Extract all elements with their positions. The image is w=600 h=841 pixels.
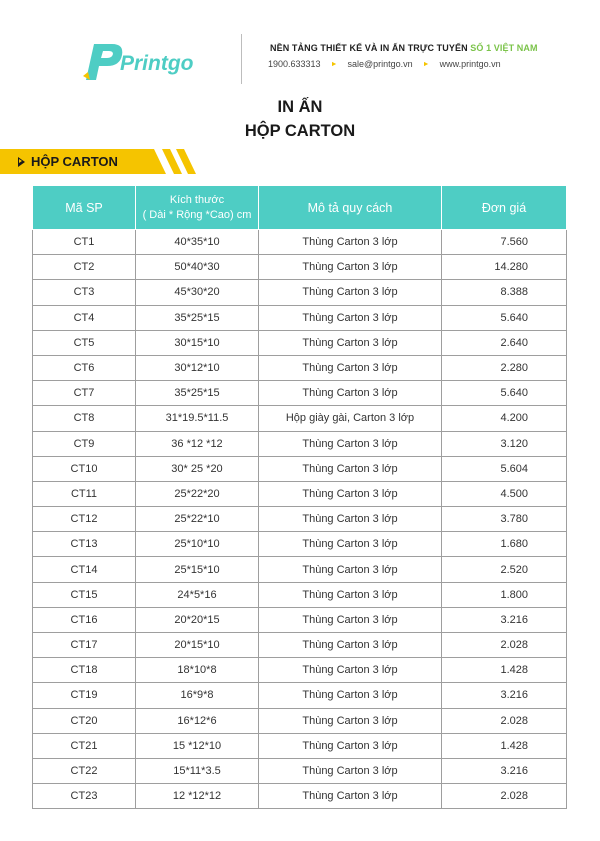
table-row: [33, 456, 567, 481]
cell-description: Thùng Carton 3 lớp: [259, 683, 442, 708]
table-row: [33, 406, 567, 431]
cell-code: CT4: [33, 305, 136, 330]
cell-description: Thùng Carton 3 lớp: [259, 733, 442, 758]
cell-size: 20*15*10: [136, 633, 259, 658]
cell-price: 3.780: [442, 507, 567, 532]
bullet-icon: ►: [422, 60, 430, 68]
cell-code: CT8: [33, 406, 136, 431]
cell-price: 3.120: [442, 431, 567, 456]
cell-size: 45*30*20: [136, 280, 259, 305]
cell-code: CT5: [33, 330, 136, 355]
cell-size: 36 *12 *12: [136, 431, 259, 456]
cell-description: Thùng Carton 3 lớp: [259, 758, 442, 783]
page-title-line1: IN ẤN: [277, 98, 323, 116]
cell-description: Thùng Carton 3 lớp: [259, 507, 442, 532]
cell-size: 30*15*10: [136, 330, 259, 355]
cell-size: 35*25*15: [136, 305, 259, 330]
cell-price: 8.388: [442, 280, 567, 305]
cell-size: 15*11*3.5: [136, 758, 259, 783]
page-title-line2: HỘP CARTON: [244, 122, 356, 140]
cell-description: Thùng Carton 3 lớp: [259, 381, 442, 406]
cell-code: CT3: [33, 280, 136, 305]
table-row: [33, 633, 567, 658]
cell-description: Thùng Carton 3 lớp: [259, 481, 442, 506]
table-row: [33, 557, 567, 582]
table-row: [33, 532, 567, 557]
header-description: Mô tả quy cách: [259, 186, 442, 230]
cell-description: Thùng Carton 3 lớp: [259, 431, 442, 456]
cell-description: Thùng Carton 3 lớp: [259, 280, 442, 305]
cell-description: Thùng Carton 3 lớp: [259, 633, 442, 658]
cell-price: 3.216: [442, 758, 567, 783]
phone-number: 1900.633313: [268, 59, 321, 69]
cell-price: 5.604: [442, 456, 567, 481]
cell-price: 2.028: [442, 784, 567, 809]
cell-code: CT18: [33, 658, 136, 683]
header-code: Mã SP: [33, 186, 136, 230]
cell-description: Thùng Carton 3 lớp: [259, 532, 442, 557]
cell-price: 3.216: [442, 683, 567, 708]
table-row: [33, 330, 567, 355]
email-address: sale@printgo.vn: [347, 59, 413, 69]
cell-description: Thùng Carton 3 lớp: [259, 607, 442, 632]
cell-price: 1.428: [442, 658, 567, 683]
table-row: [33, 758, 567, 783]
cell-description: Thùng Carton 3 lớp: [259, 355, 442, 380]
cell-code: CT9: [33, 431, 136, 456]
cell-size: 50*40*30: [136, 255, 259, 280]
cell-code: CT14: [33, 557, 136, 582]
cell-code: CT20: [33, 708, 136, 733]
cell-description: Thùng Carton 3 lớp: [259, 456, 442, 481]
printgo-logo: [80, 36, 220, 84]
cell-description: Thùng Carton 3 lớp: [259, 557, 442, 582]
cell-price: 3.216: [442, 607, 567, 632]
header-size-line1: Kích thước: [169, 193, 225, 206]
table-header-row: [33, 186, 567, 230]
cell-size: 30* 25 *20: [136, 456, 259, 481]
cell-size: 24*5*16: [136, 582, 259, 607]
cell-code: CT10: [33, 456, 136, 481]
table-row: [33, 280, 567, 305]
cell-code: CT23: [33, 784, 136, 809]
cell-price: 2.280: [442, 355, 567, 380]
cell-price: 2.028: [442, 633, 567, 658]
cell-code: CT22: [33, 758, 136, 783]
section-label-text: HỘP CARTON: [31, 154, 118, 169]
cell-price: 2.520: [442, 557, 567, 582]
bullet-icon: ►: [330, 60, 338, 68]
tagline: [270, 43, 538, 53]
cell-size: 12 *12*12: [136, 784, 259, 809]
price-table: [32, 185, 567, 809]
header-size: [136, 186, 259, 230]
table-row: [33, 708, 567, 733]
cell-price: 7.560: [442, 230, 567, 255]
table-row: [33, 607, 567, 632]
cell-description: Thùng Carton 3 lớp: [259, 255, 442, 280]
cell-code: CT17: [33, 633, 136, 658]
tagline-main: NỀN TẢNG THIẾT KẾ VÀ IN ẤN TRỰC TUYẾN: [270, 43, 468, 53]
cell-size: 20*20*15: [136, 607, 259, 632]
cell-code: CT2: [33, 255, 136, 280]
cell-size: 25*15*10: [136, 557, 259, 582]
section-label: [18, 154, 118, 169]
table-row: [33, 381, 567, 406]
header-size-line2: ( Dài * Rộng *Cao) cm: [142, 208, 252, 221]
cell-size: 40*35*10: [136, 230, 259, 255]
cell-size: 25*22*20: [136, 481, 259, 506]
cell-code: CT16: [33, 607, 136, 632]
cell-price: 4.500: [442, 481, 567, 506]
cell-size: 18*10*8: [136, 658, 259, 683]
cell-description: Thùng Carton 3 lớp: [259, 230, 442, 255]
cell-size: 35*25*15: [136, 381, 259, 406]
cell-code: CT12: [33, 507, 136, 532]
cell-price: 2.640: [442, 330, 567, 355]
cell-size: 30*12*10: [136, 355, 259, 380]
cell-description: Thùng Carton 3 lớp: [259, 330, 442, 355]
table-row: [33, 255, 567, 280]
cell-code: CT7: [33, 381, 136, 406]
cell-size: 16*12*6: [136, 708, 259, 733]
cell-price: 1.428: [442, 733, 567, 758]
cell-size: 31*19.5*11.5: [136, 406, 259, 431]
table-row: [33, 355, 567, 380]
cell-code: CT11: [33, 481, 136, 506]
table-row: [33, 507, 567, 532]
cell-size: 16*9*8: [136, 683, 259, 708]
cell-code: CT19: [33, 683, 136, 708]
table-row: [33, 431, 567, 456]
cell-description: Hộp giày gài, Carton 3 lớp: [259, 406, 442, 431]
table-row: [33, 230, 567, 255]
table-row: [33, 784, 567, 809]
header-divider: [241, 34, 242, 84]
cell-code: CT6: [33, 355, 136, 380]
cell-price: 1.680: [442, 532, 567, 557]
table-row: [33, 582, 567, 607]
brand-name: Printgo: [120, 52, 194, 75]
table-body: [33, 230, 567, 809]
cell-description: Thùng Carton 3 lớp: [259, 784, 442, 809]
table-row: [33, 733, 567, 758]
table-row: [33, 658, 567, 683]
cell-price: 1.800: [442, 582, 567, 607]
cell-code: CT13: [33, 532, 136, 557]
table-row: [33, 305, 567, 330]
website-address: www.printgo.vn: [439, 59, 501, 69]
table-row: [33, 481, 567, 506]
table-row: [33, 683, 567, 708]
cell-price: 5.640: [442, 381, 567, 406]
cell-price: 14.280: [442, 255, 567, 280]
cell-description: Thùng Carton 3 lớp: [259, 708, 442, 733]
contact-info: [268, 59, 501, 69]
cell-code: CT1: [33, 230, 136, 255]
cell-size: 25*10*10: [136, 532, 259, 557]
cell-description: Thùng Carton 3 lớp: [259, 658, 442, 683]
tagline-highlight: SỐ 1 VIỆT NAM: [470, 43, 538, 53]
cell-price: 5.640: [442, 305, 567, 330]
cell-description: Thùng Carton 3 lớp: [259, 582, 442, 607]
cell-description: Thùng Carton 3 lớp: [259, 305, 442, 330]
cell-code: CT15: [33, 582, 136, 607]
cell-price: 4.200: [442, 406, 567, 431]
cell-code: CT21: [33, 733, 136, 758]
cell-size: 15 *12*10: [136, 733, 259, 758]
cell-size: 25*22*10: [136, 507, 259, 532]
header-price: Đơn giá: [442, 186, 567, 230]
play-icon: [18, 157, 25, 167]
cell-price: 2.028: [442, 708, 567, 733]
